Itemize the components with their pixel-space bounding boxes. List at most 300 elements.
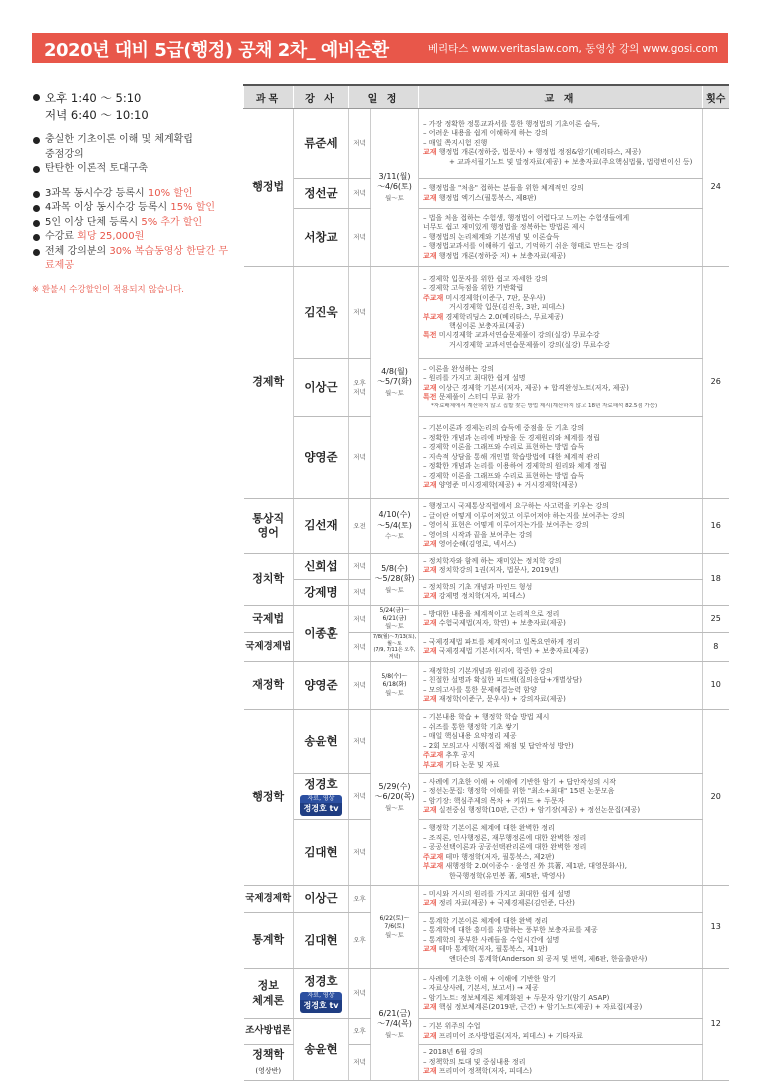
material-line	[423, 481, 698, 490]
material-line: – 정선논문집: 행정학 이해를 위한 "최소+최대" 15편 논문모음	[423, 787, 615, 796]
material-key: 교재	[423, 540, 437, 549]
time-cell: 저녁	[349, 1045, 371, 1081]
days: 월～토	[384, 388, 405, 397]
discount-1-rate: 10% 할인	[147, 187, 193, 199]
material-line: – 행정법교과서를 이해하기 쉽고, 기억하기 쉬운 형태로 만드는 강의	[423, 242, 630, 251]
table-row	[244, 913, 729, 969]
material-text: 실전중심 행정학(10판, 근간) + 암기장(제공) + 정선논문집(제공)	[436, 806, 641, 815]
material-cell	[419, 886, 703, 913]
lecturer-cell: 송윤현	[294, 1019, 349, 1081]
badge-bottom: 정경호 tv	[300, 803, 341, 816]
material-key: 교재	[423, 481, 437, 490]
material-line: – 암기장: 핵심주제의 목차 + 키워드 + 두문자	[423, 796, 565, 805]
material-key: 교재	[423, 695, 437, 704]
material-line: – 2회 모의고사 시행(직접 채점 및 답안작성 방안)	[423, 741, 574, 750]
material-cell	[419, 913, 703, 969]
subject-line: 정보	[257, 979, 279, 993]
feature-1b: 중점강의	[45, 148, 84, 160]
material-key: 주교재	[423, 293, 444, 302]
material-line: – 영어식 표현은 어떻게 이루어지는가를 보여주는 강의	[423, 521, 589, 530]
material-key: 교재	[423, 148, 437, 157]
material-line: – 통계학에 대한 흥미를 유발하는 풍부한 보충자료를 제공	[423, 926, 598, 935]
date-cell	[371, 633, 419, 662]
material-text: 핵심 정보체계론(2019판, 근간) + 암기노트(제공) + 자료집(제공)	[436, 1003, 643, 1012]
material-key: 교재	[423, 1031, 437, 1040]
material-line: – 이론을 완성하는 강의	[423, 364, 495, 373]
material-line: – 친절한 설명과 확실한 피드백(질의응답+개별상담)	[423, 676, 582, 685]
table-row	[244, 1019, 729, 1045]
material-line	[423, 393, 698, 402]
lecturer-cell: 이상근	[294, 886, 349, 913]
count-cell: 13	[703, 886, 729, 969]
bullet-icon	[33, 205, 40, 212]
material-line	[423, 313, 698, 322]
date-end: ～7/4(목)	[377, 1019, 412, 1029]
table-row	[244, 417, 729, 499]
time-evening: 저녁	[353, 387, 366, 396]
date-note: (7/9, 7/11은 오후, 저녁)	[373, 647, 416, 660]
material-cell	[419, 710, 703, 774]
material-key: 교재	[423, 251, 437, 260]
material-line: – 지속적 상담을 통해 개인별 학습방법에 대한 체계적 관리	[423, 452, 600, 461]
table-row	[244, 969, 729, 1019]
material-line: – 정확한 개념과 논리를 이용하여 경제학의 원리와 체계 정립	[423, 462, 607, 471]
material-text: 프리미어 정책학(저자, 피데스)	[436, 1067, 533, 1076]
material-line: 핵심이론 보충자료(제공)	[449, 321, 525, 330]
count-cell: 8	[703, 633, 729, 662]
date-cell	[371, 662, 419, 710]
subject-cell: 국제법	[244, 605, 294, 632]
table-row	[244, 179, 729, 209]
material-text: 행정법 개론(정하중, 법문사) + 행정법 정점&암기(베리타스, 제공)	[436, 148, 642, 157]
material-cell	[419, 1019, 703, 1045]
date-end: ～5/7(화)	[377, 377, 412, 387]
time-cell	[349, 359, 371, 417]
material-cell	[419, 969, 703, 1019]
features	[32, 133, 232, 177]
material-line: – 국제경제법 파트를 체계적이고 일목요연하게 정리	[423, 637, 580, 646]
date-range: 6/22(토)～7/6(토)	[379, 914, 410, 930]
material-key: 특전	[423, 331, 437, 340]
material-line: – 기본 위주의 수업	[423, 1022, 481, 1031]
subject-cell: 통계학	[244, 913, 294, 969]
material-text: 문제풀이 스터디 무료 참가	[436, 393, 520, 402]
material-line	[423, 331, 698, 340]
days: 수～토	[384, 532, 405, 541]
material-line: *자료배체에서 계산하지 않고 집합 찾는 방법 제시(계산하지 않고 18년 자료해석 82.5점 가능)	[431, 402, 658, 409]
material-cell	[419, 820, 703, 886]
material-line: – 행정법의 논리체계와 기본개념 및 이론습득	[423, 232, 560, 241]
discount-2-rate: 15% 할인	[170, 202, 216, 214]
page-title: 2020년 대비 5급(행정) 공채 2차_ 예비순환	[44, 40, 389, 61]
material-line	[423, 566, 698, 575]
material-line: – 방대한 내용을 체계적이고 논리적으로 정리	[423, 609, 560, 618]
count-cell: 10	[703, 662, 729, 710]
date-start: 5/29(수)	[378, 782, 411, 792]
material-line: – 정치학의 기초 개념과 마인드 형성	[423, 582, 533, 591]
material-text: 행정법 엑기스(필통북스, 제8판)	[436, 193, 537, 202]
material-cell	[419, 109, 703, 179]
material-line: – 행정법을 "처음" 접하는 분들을 위한 체계적인 강의	[423, 184, 584, 193]
youtube-badge[interactable]	[300, 992, 341, 1013]
date-cell	[371, 109, 419, 267]
material-key: 부교재	[423, 312, 444, 321]
bullet-icon	[33, 234, 40, 241]
material-cell	[419, 209, 703, 267]
subject-cell: 국제경제법	[244, 633, 294, 662]
date-range: 5/8(수)～6/18(화)	[381, 673, 408, 689]
material-cell	[419, 662, 703, 710]
material-line	[423, 540, 698, 549]
days: 월～토	[384, 193, 405, 202]
review-label: 전체 강의분의	[45, 245, 110, 257]
lecturer-cell: 송윤현	[294, 710, 349, 774]
material-line: – 원리를 가지고 최대한 쉽게 설명	[423, 374, 526, 383]
material-line: – 경제학 고득점을 위한 기반확립	[423, 284, 524, 293]
time-cell: 저녁	[349, 820, 371, 886]
time-pm: 오후	[353, 378, 366, 387]
material-line: – 정치학자와 함께 하는 재미있는 정치학 강의	[423, 557, 562, 565]
table-row	[244, 710, 729, 774]
material-text: 프리미어 조사방법론(저자, 피데스) + 기타자료	[436, 1031, 583, 1040]
material-line: – 통계학의 풍부한 사례들을 수업시간에 설명	[423, 935, 560, 944]
material-line	[423, 148, 698, 157]
fee-label: 수강료	[45, 231, 78, 243]
material-text: 미시경제학(이준구, 7판, 문우사)	[443, 293, 546, 302]
material-line	[423, 761, 698, 770]
date-start: 4/8(월)	[381, 366, 408, 376]
date-start: 4/10(수)	[378, 510, 411, 520]
material-key: 교재	[423, 592, 437, 601]
material-line: – 정책학의 토대 및 중심내용 정리	[423, 1057, 526, 1066]
table-row	[244, 499, 729, 554]
material-text: 양영준 미시경제학(제공) + 거시경제학(제공)	[436, 481, 578, 490]
bullet-icon	[33, 137, 40, 144]
review-value: 30% 복습동영상 한달간 무료제공	[45, 245, 229, 272]
material-cell	[419, 554, 703, 580]
subject-note: (영상반)	[255, 1066, 282, 1075]
bullet-icon	[33, 191, 40, 198]
lecturer-cell: 김진욱	[294, 267, 349, 359]
material-text: 정치학강의 1권(저자, 법문사, 2019년)	[436, 566, 559, 575]
date-cell	[371, 267, 419, 499]
discount-2: 4과목 이상 동시수강 등록시	[45, 202, 171, 214]
material-line: – 모의고사를 통한 문제해결능력 함양	[423, 685, 537, 694]
material-cell	[419, 179, 703, 209]
material-key: 부교재	[423, 760, 444, 769]
material-line: – 사례에 기초한 이해 + 이해에 기반한 암기	[423, 974, 557, 983]
subject-line: 통상직	[252, 511, 285, 525]
website-info: 베리타스 www.veritaslaw.com, 동영상 강의 www.gosi.com	[427, 43, 718, 55]
days: 월～토	[384, 930, 405, 939]
days: 월～토	[384, 803, 405, 812]
date-start: 3/11(월)	[378, 171, 411, 181]
time-cell: 저녁	[349, 109, 371, 179]
material-cell	[419, 605, 703, 632]
header-subject: 과목	[244, 85, 294, 109]
time-cell: 저녁	[349, 633, 371, 662]
lecturer-cell: 서창교	[294, 209, 349, 267]
material-line: – 법을 처음 접하는 수험생, 행정법이 어렵다고 느끼는 수험생들에게	[423, 213, 630, 222]
material-line: – 가장 정확한 정통교과서를 통한 행정법의 기초이론 습득,	[423, 119, 600, 128]
count-cell: 18	[703, 554, 729, 606]
lecturer-cell: 김대현	[294, 913, 349, 969]
table-row	[244, 359, 729, 417]
date-cell	[371, 710, 419, 886]
lecturer-cell: 양영준	[294, 417, 349, 499]
badge-top: 자료, 영상	[300, 795, 341, 803]
date-end: ～5/28(화)	[374, 574, 415, 584]
material-line: 거시경제학 입문(김진욱, 3판, 피데스)	[449, 303, 565, 312]
table-row	[244, 209, 729, 267]
material-text: 수험국제법(저자, 학연) + 보충자료(제공)	[436, 618, 566, 627]
material-line: – 기본내용 학습 + 행정학 학습 방법 제시	[423, 713, 550, 722]
material-cell	[419, 1045, 703, 1081]
days: 월～토	[384, 622, 405, 631]
count-cell: 20	[703, 710, 729, 886]
bullet-icon	[33, 249, 40, 256]
material-line: – 재정학의 기본개념과 원리에 집중한 강의	[423, 666, 553, 675]
time-cell: 저녁	[349, 662, 371, 710]
material-line: 거시경제학 교과서연습문제풀이 강의(실강) 무료수강	[449, 340, 610, 349]
time-cell: 저녁	[349, 710, 371, 774]
date-range: 7/8(월)～7/13(토), 월～토	[372, 634, 417, 647]
material-line	[423, 384, 698, 393]
time-afternoon: 오후 1:40 ～ 5:10	[45, 91, 142, 105]
material-key: 주교재	[423, 852, 444, 861]
badge-top: 자료, 영상	[300, 992, 341, 1000]
subject-cell: 국제경제학	[244, 886, 294, 913]
material-line: + 교과서필기노트 및 말정자료(제공) + 보충자료(주요핵심법률, 법령변이신 등)	[449, 157, 693, 166]
header-lecturer: 강 사	[294, 85, 349, 109]
days: 월～토	[384, 585, 405, 594]
material-line: – 미시와 거시의 원리를 가지고 최대한 쉽게 설명	[423, 889, 571, 898]
material-line: – 통계학 기본이론 체계에 대한 완벽 정리	[423, 917, 549, 926]
schedule-table	[243, 84, 729, 1081]
material-line	[423, 1032, 698, 1041]
subject-cell	[244, 969, 294, 1019]
time-cell: 저녁	[349, 969, 371, 1019]
table-row	[244, 554, 729, 580]
material-key: 교재	[423, 945, 437, 954]
table-header	[244, 85, 729, 109]
count-cell: 25	[703, 605, 729, 632]
material-key: 교재	[423, 193, 437, 202]
lecturer-name: 정경호	[304, 777, 338, 792]
bullet-icon	[33, 166, 40, 173]
material-line: – 글이란 어떻게 이루어져있고 이루어져야 하는지를 보여주는 강의	[423, 511, 625, 520]
date-cell	[371, 499, 419, 554]
refund-note: ※ 환불시 수강할인이 적용되지 않습니다.	[32, 284, 185, 295]
table-row	[244, 267, 729, 359]
material-line: – 2018년 6월 강의	[423, 1048, 483, 1057]
material-text: 테마 행정학(저자, 필통북스, 제2판)	[443, 852, 555, 861]
subject-cell	[244, 1045, 294, 1081]
material-text: 재정학(이준구, 문우사) + 강의자료(제공)	[436, 695, 566, 704]
material-line	[423, 194, 698, 203]
material-text: 미시경제학 교과서연습문제풀이 강의(실강) 무료수강	[436, 331, 600, 340]
material-line: – 경제학 이론을 그래프와 수리로 표현하는 방법 습득	[423, 443, 585, 452]
time-cell: 오후	[349, 1019, 371, 1045]
lecturer-cell: 양영준	[294, 662, 349, 710]
count-cell: 16	[703, 499, 729, 554]
lecturer-cell: 이종훈	[294, 605, 349, 661]
time-cell: 저녁	[349, 417, 371, 499]
time-cell: 오후	[349, 886, 371, 913]
material-line	[423, 853, 698, 862]
date-end: ～4/6(토)	[377, 182, 412, 192]
lecturer-cell: 이상근	[294, 359, 349, 417]
subject-line: 정책학	[252, 1048, 285, 1062]
time-cell: 저녁	[349, 554, 371, 580]
material-line: – 어려운 내용을 쉽게 이해하게 하는 강의	[423, 129, 549, 138]
table-row	[244, 579, 729, 605]
material-line: 한국행정학(유민봉 著, 제5판, 박영사)	[449, 871, 565, 880]
header-count: 횟수	[703, 85, 729, 109]
material-line: – 매일 핵심내용 요약정리 제공	[423, 732, 517, 741]
material-line	[423, 1003, 698, 1012]
lecturer-cell: 신희섭	[294, 554, 349, 580]
material-line: – 행정학 기본이론 체계에 대한 완벽한 정리	[423, 824, 555, 833]
lecturer-cell	[294, 969, 349, 1019]
subject-cell: 재정학	[244, 662, 294, 710]
time-cell: 저녁	[349, 179, 371, 209]
material-line	[423, 252, 698, 261]
discount-3-rate: 5% 추가 할인	[141, 216, 203, 228]
material-line	[423, 695, 698, 704]
date-end: ～5/4(토)	[377, 520, 412, 530]
table-row	[244, 820, 729, 886]
count-cell: 26	[703, 267, 729, 499]
material-line: – 매일 쪽지시험 진행	[423, 138, 488, 147]
material-line: – 행정고시 국제통상직렬에서 요구하는 사고력을 키우는 강의	[423, 502, 609, 511]
material-line: – 암기노트: 정보체계론 체계화된 + 두문자 암기(암기 ASAP)	[423, 993, 610, 1002]
material-line	[423, 751, 698, 760]
material-text: 새행정학 2.0(이종수 · 윤영진 外 共著, 제1판, 대영문화사),	[443, 862, 627, 871]
material-line	[423, 619, 698, 628]
subject-cell: 조사방법론	[244, 1019, 294, 1045]
material-line	[423, 945, 698, 954]
subject-line: 영어	[257, 526, 279, 539]
material-cell	[419, 579, 703, 605]
material-key: 특전	[423, 393, 437, 402]
lecturer-cell: 강제명	[294, 579, 349, 605]
table-row	[244, 605, 729, 632]
lecturer-name: 정경호	[304, 974, 338, 989]
time-cell: 저녁	[349, 267, 371, 359]
material-cell	[419, 359, 703, 417]
lecturer-cell: 김선재	[294, 499, 349, 554]
lecturer-cell: 정선균	[294, 179, 349, 209]
material-line	[423, 862, 698, 871]
material-text: 국제경제법 기본서(저자, 학연) + 보충자료(제공)	[436, 647, 589, 656]
feature-2: 탄탄한 이론적 토대구축	[45, 163, 148, 175]
title-banner	[32, 33, 728, 63]
discount-1: 3과목 동시수강 등록시	[45, 187, 148, 199]
material-text: 이상근 경제학 기본서(저자, 제공) + 합격완성노트(저자, 제공)	[436, 383, 629, 392]
subject-cell	[244, 499, 294, 554]
bullet-icon	[33, 94, 40, 101]
youtube-badge[interactable]	[300, 795, 341, 816]
material-line	[423, 592, 698, 601]
table-row	[244, 662, 729, 710]
date-cell	[371, 554, 419, 606]
time-cell: 오후	[349, 913, 371, 969]
material-line: – 쉬즈를 통한 행정학 기초 쌓기	[423, 722, 519, 731]
subject-cell: 행정학	[244, 710, 294, 886]
material-line: – 정확한 개념과 논리에 바탕을 둔 경제원리와 체계를 정립	[423, 433, 600, 442]
days: 월～토	[384, 689, 405, 698]
material-key: 교재	[423, 647, 437, 656]
material-line: – 경제학 이론을 그래프와 수리로 표현하는 방법 습득	[423, 471, 585, 480]
date-cell	[371, 886, 419, 969]
material-key: 교재	[423, 618, 437, 627]
material-line	[423, 1067, 698, 1076]
material-text: 경제학리딩스 2.0(베리타스, 무료제공)	[443, 312, 564, 321]
time-cell: 오전	[349, 499, 371, 554]
material-cell	[419, 417, 703, 499]
material-line: – 자료상사례, 기본서, 보고서) → 제공	[423, 984, 539, 993]
class-times	[32, 90, 232, 123]
material-key: 부교재	[423, 862, 444, 871]
material-text: 영어순해(김영로, 넥서스)	[436, 540, 517, 549]
header-material: 교 재	[419, 85, 703, 109]
bullet-icon	[33, 220, 40, 227]
table-row	[244, 886, 729, 913]
subject-cell: 정치학	[244, 554, 294, 606]
table-row	[244, 774, 729, 820]
material-text: 행정법 개론(정하중 저) + 보충자료(제공)	[436, 251, 566, 260]
material-key: 교재	[423, 1003, 437, 1012]
material-cell	[419, 633, 703, 662]
material-line: 앤더슨의 통계학(Anderson 외 공저 및 번역, 제6판, 한올출판사)	[449, 954, 648, 963]
material-text: 테마 통계학(저자, 필통북스, 제1판)	[436, 945, 548, 954]
time-evening: 저녁 6:40 ～ 10:10	[45, 107, 149, 122]
material-key: 교재	[423, 383, 437, 392]
material-line: – 기본이론과 경제논리의 습득에 중점을 둔 기초 강의	[423, 424, 585, 433]
lecturer-cell: 김대현	[294, 820, 349, 886]
count-cell: 24	[703, 109, 729, 267]
material-line: 너무도 쉽고 재미있게 행정법을 정복하는 방법론 제시	[423, 223, 586, 232]
feature-1: 충실한 기초이론 이해 및 체계확립	[45, 134, 193, 146]
subject-line: 체계론	[252, 993, 285, 1007]
date-start: 6/21(금)	[378, 1008, 411, 1018]
material-line: – 사례에 기초한 이해 + 이해에 기반한 암기 + 답안작성의 시작	[423, 777, 617, 786]
subject-cell: 경제학	[244, 267, 294, 499]
header-schedule: 일 정	[349, 85, 419, 109]
table-row	[244, 109, 729, 179]
date-start: 5/8(수)	[381, 563, 408, 573]
count-cell: 12	[703, 969, 729, 1081]
material-line	[423, 806, 698, 815]
discount-3: 5인 이상 단체 등록시	[45, 216, 142, 228]
material-cell	[419, 499, 703, 554]
material-cell	[419, 267, 703, 359]
date-end: ～6/20(목)	[374, 792, 415, 802]
lecturer-cell: 류준세	[294, 109, 349, 179]
time-cell: 저녁	[349, 209, 371, 267]
material-line: – 영어의 시작과 끝을 보여주는 강의	[423, 530, 533, 539]
material-text: 정리 자료(제공) + 국제경제론(김인준, 다산)	[436, 899, 575, 908]
lecturer-cell	[294, 774, 349, 820]
material-text: 추후 공지	[443, 751, 475, 760]
time-cell: 저녁	[349, 774, 371, 820]
material-line: – 조직론, 인사행정론, 재무행정론에 대한 완벽한 정리	[423, 833, 587, 842]
subject-cell: 행정법	[244, 109, 294, 267]
date-cell	[371, 605, 419, 632]
material-line: – 경제학 입문자를 위한 쉽고 자세한 강의	[423, 274, 549, 283]
time-cell: 저녁	[349, 605, 371, 632]
